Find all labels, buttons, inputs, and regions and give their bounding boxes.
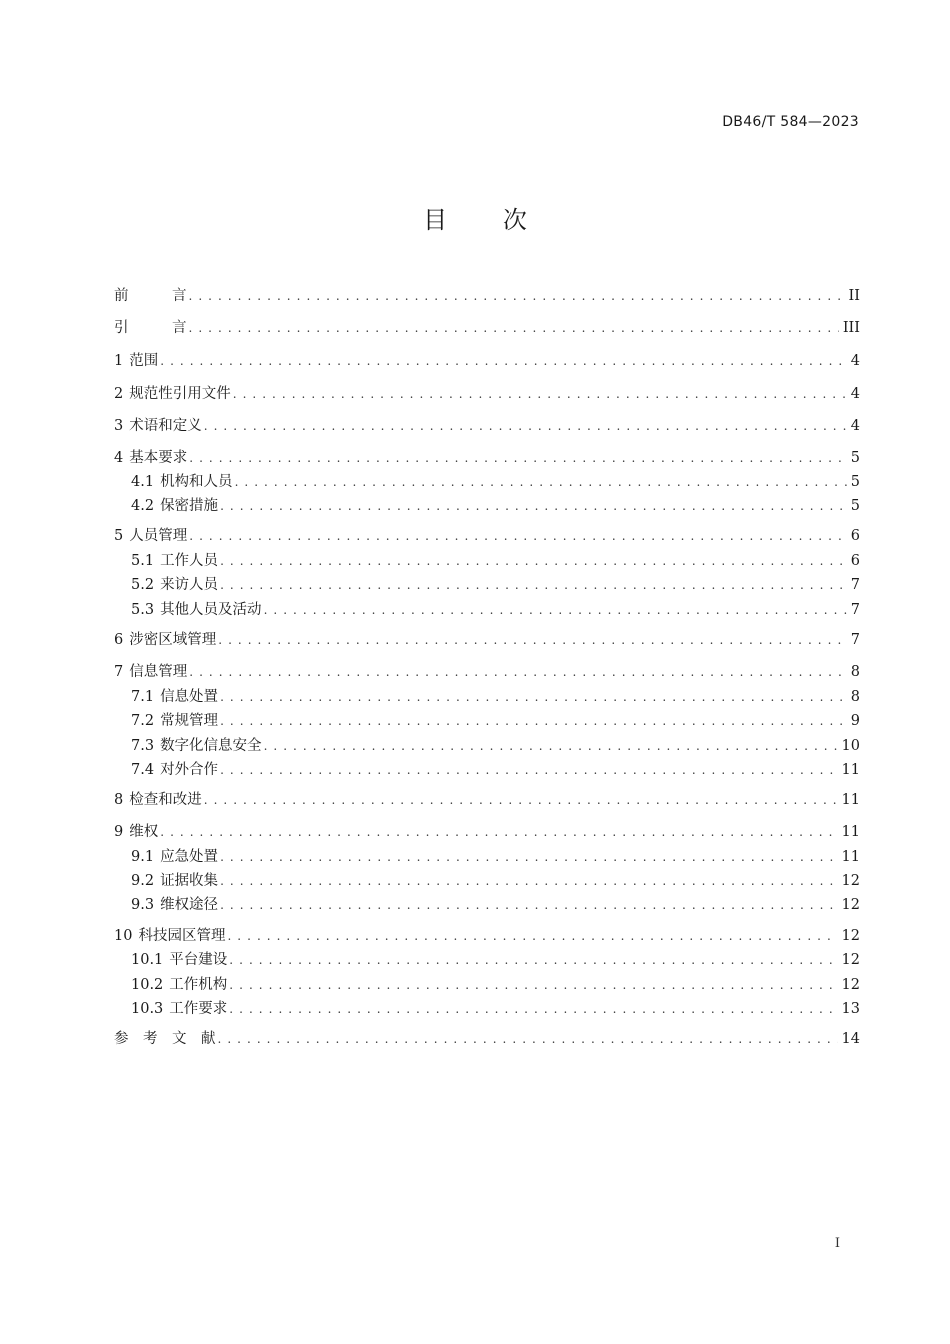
toc-leader-dots xyxy=(218,630,847,650)
toc-entry[interactable] xyxy=(131,711,860,731)
toc-leader-dots xyxy=(204,416,847,436)
toc-entry-number: 5 xyxy=(114,528,124,544)
toc-entry-page: 7 xyxy=(850,632,860,648)
toc-entry-label xyxy=(114,630,218,650)
toc-entry-title: 人员管理 xyxy=(129,528,188,544)
toc-entry-page: 4 xyxy=(850,353,860,369)
toc-entry-page: 11 xyxy=(841,762,860,778)
toc-entry-title: 引 言 xyxy=(114,320,187,336)
toc-entry-page: 6 xyxy=(850,553,860,569)
toc-entry-page: 5 xyxy=(850,450,860,466)
title-char-1: 目 xyxy=(423,206,448,234)
toc-leader-dots xyxy=(220,575,847,595)
toc-entry-page: 12 xyxy=(841,928,860,944)
toc-entry-title: 其他人员及活动 xyxy=(160,602,262,618)
toc-entry-number: 3 xyxy=(114,418,124,434)
toc-entry-label xyxy=(131,760,220,780)
toc-entry[interactable] xyxy=(131,760,860,780)
toc-entry-page: 14 xyxy=(841,1031,860,1047)
toc-entry-number: 10.1 xyxy=(131,952,164,968)
toc-entry-label xyxy=(131,895,220,915)
toc-entry-page: 4 xyxy=(850,386,860,402)
toc-entry-title: 规范性引用文件 xyxy=(129,386,231,402)
toc-entry-title: 来访人员 xyxy=(160,577,219,593)
toc-entry-label xyxy=(114,790,204,810)
toc-entry[interactable] xyxy=(114,630,860,650)
toc-leader-dots xyxy=(220,847,837,867)
toc-entry-title: 机构和人员 xyxy=(160,474,233,490)
toc-entry[interactable] xyxy=(131,999,860,1019)
toc-leader-dots xyxy=(235,472,847,492)
toc-entry-number: 10.3 xyxy=(131,1001,164,1017)
footer-page-number: I xyxy=(834,1236,840,1251)
toc-entry-number: 8 xyxy=(114,792,124,808)
toc-entry-label xyxy=(131,687,220,707)
toc-entry-label xyxy=(114,318,189,338)
toc-entry-title: 工作人员 xyxy=(160,553,219,569)
toc-entry[interactable] xyxy=(114,351,860,371)
toc-entry-label xyxy=(131,871,220,891)
toc-entry-label xyxy=(131,600,264,620)
toc-entry-page: 4 xyxy=(850,418,860,434)
toc-entry-page: 7 xyxy=(850,577,860,593)
toc-leader-dots xyxy=(220,496,847,516)
toc-entry-page: 11 xyxy=(841,824,860,840)
toc-leader-dots xyxy=(220,871,837,891)
toc-entry-number: 7.3 xyxy=(131,738,155,754)
toc-leader-dots xyxy=(229,950,837,970)
toc-entry[interactable] xyxy=(131,975,860,995)
toc-entry-page: 5 xyxy=(850,474,860,490)
toc-entry-page: 8 xyxy=(850,664,860,680)
toc-entry-label xyxy=(131,847,220,867)
toc-entry-number: 4 xyxy=(114,450,124,466)
toc-entry-title: 涉密区域管理 xyxy=(129,632,217,648)
toc-entry[interactable] xyxy=(131,496,860,516)
toc-entry-label xyxy=(131,496,220,516)
toc-leader-dots xyxy=(189,286,845,306)
toc-entry-title: 保密措施 xyxy=(160,498,219,514)
page-title xyxy=(0,200,950,235)
toc-entry[interactable] xyxy=(131,687,860,707)
toc-entry-page: 13 xyxy=(841,1001,860,1017)
toc-entry-label xyxy=(131,999,229,1019)
toc-entry-number: 4.1 xyxy=(131,474,155,490)
toc-leader-dots xyxy=(264,736,838,756)
toc-entry-title: 应急处置 xyxy=(160,849,219,865)
toc-entry[interactable] xyxy=(131,950,860,970)
toc-entry-title: 范围 xyxy=(129,353,159,369)
toc-entry-number: 2 xyxy=(114,386,124,402)
toc-entry-page: 12 xyxy=(841,977,860,993)
toc-entry[interactable] xyxy=(114,926,860,946)
toc-leader-dots xyxy=(160,822,837,842)
toc-entry-number: 6 xyxy=(114,632,124,648)
toc-leader-dots xyxy=(189,318,839,338)
toc-entry-title: 基本要求 xyxy=(129,450,188,466)
toc-entry[interactable] xyxy=(131,472,860,492)
toc-entry[interactable] xyxy=(131,551,860,571)
toc-leader-dots xyxy=(220,760,837,780)
toc-entry-page: 12 xyxy=(841,952,860,968)
toc-entry-number: 7.4 xyxy=(131,762,155,778)
toc-leader-dots xyxy=(220,687,847,707)
toc-entry-label xyxy=(114,351,160,371)
toc-entry-page: 12 xyxy=(841,873,860,889)
toc-entry[interactable] xyxy=(131,895,860,915)
toc-entry-label xyxy=(131,950,229,970)
toc-entry-label xyxy=(114,662,189,682)
toc-entry-title: 证据收集 xyxy=(160,873,219,889)
toc-entry-title: 维权 xyxy=(129,824,159,840)
toc-leader-dots xyxy=(218,1029,838,1049)
toc-entry-page: 11 xyxy=(841,792,860,808)
toc-entry-page: II xyxy=(848,288,860,304)
toc-leader-dots xyxy=(204,790,838,810)
toc-entry[interactable] xyxy=(114,416,860,436)
toc-leader-dots xyxy=(229,999,837,1019)
toc-entry-label xyxy=(114,526,189,546)
toc-entry-label xyxy=(131,472,235,492)
toc-entry-number: 7 xyxy=(114,664,124,680)
toc-entry-number: 5.3 xyxy=(131,602,155,618)
toc-entry-number: 7.1 xyxy=(131,689,155,705)
toc-entry[interactable] xyxy=(114,790,860,810)
toc-leader-dots xyxy=(220,711,847,731)
toc-entry[interactable] xyxy=(131,575,860,595)
toc-entry-number: 10 xyxy=(114,928,133,944)
toc-entry-page: 7 xyxy=(850,602,860,618)
toc-entry[interactable] xyxy=(114,448,860,468)
toc-entry-title: 维权途径 xyxy=(160,897,219,913)
toc-entry-label xyxy=(131,736,264,756)
toc-entry[interactable] xyxy=(114,318,860,338)
toc-entry-label xyxy=(114,1029,218,1049)
toc-leader-dots xyxy=(189,448,847,468)
toc-leader-dots xyxy=(220,551,847,571)
toc-leader-dots xyxy=(160,351,847,371)
toc-leader-dots xyxy=(229,975,837,995)
toc-entry[interactable] xyxy=(114,662,860,682)
toc-entry-title: 参 考 文 献 xyxy=(114,1031,216,1047)
toc-entry-title: 检查和改进 xyxy=(129,792,202,808)
toc-entry-number: 9.3 xyxy=(131,897,155,913)
toc-entry-title: 科技园区管理 xyxy=(138,928,226,944)
toc-entry-label xyxy=(114,416,204,436)
toc-entry-number: 7.2 xyxy=(131,713,155,729)
toc-entry-title: 常规管理 xyxy=(160,713,219,729)
toc-entry-number: 9 xyxy=(114,824,124,840)
toc-leader-dots xyxy=(220,895,837,915)
toc-entry[interactable] xyxy=(131,871,860,891)
toc-entry-page: III xyxy=(842,320,860,336)
toc-entry-page: 11 xyxy=(841,849,860,865)
toc-entry-page: 9 xyxy=(850,713,860,729)
toc-entry-number: 9.2 xyxy=(131,873,155,889)
toc-entry-label xyxy=(131,975,229,995)
toc-entry-label xyxy=(131,711,220,731)
toc-entry[interactable] xyxy=(114,526,860,546)
toc-leader-dots xyxy=(227,926,837,946)
toc-leader-dots xyxy=(189,526,847,546)
title-char-2: 次 xyxy=(502,206,527,234)
toc-entry-label xyxy=(131,575,220,595)
toc-leader-dots xyxy=(264,600,847,620)
toc-entry-title: 前 言 xyxy=(114,288,187,304)
toc-entry-label xyxy=(114,926,227,946)
toc-entry-label xyxy=(114,822,160,842)
toc-entry-page: 6 xyxy=(850,528,860,544)
toc-entry-page: 5 xyxy=(850,498,860,514)
toc-entry-title: 对外合作 xyxy=(160,762,219,778)
toc-entry[interactable] xyxy=(131,600,860,620)
toc-entry-number: 1 xyxy=(114,353,124,369)
toc-entry-number: 5.1 xyxy=(131,553,155,569)
toc-entry[interactable] xyxy=(114,1029,860,1049)
toc-entry-number: 10.2 xyxy=(131,977,164,993)
toc-entry-title: 工作要求 xyxy=(169,1001,228,1017)
toc-leader-dots xyxy=(189,662,847,682)
toc-entry-title: 术语和定义 xyxy=(129,418,202,434)
toc-entry[interactable] xyxy=(114,822,860,842)
toc-entry-title: 信息处置 xyxy=(160,689,219,705)
toc-entry-number: 5.2 xyxy=(131,577,155,593)
toc-entry-page: 12 xyxy=(841,897,860,913)
toc-entry-title: 工作机构 xyxy=(169,977,228,993)
toc-leader-dots xyxy=(233,384,847,404)
toc-entry-title: 信息管理 xyxy=(129,664,188,680)
toc-entry-label xyxy=(114,384,233,404)
toc-entry-title: 数字化信息安全 xyxy=(160,738,262,754)
toc-entry-label xyxy=(114,286,189,306)
toc-entry[interactable] xyxy=(114,384,860,404)
toc-entry-label xyxy=(114,448,189,468)
toc-entry[interactable] xyxy=(131,847,860,867)
toc-entry-number: 9.1 xyxy=(131,849,155,865)
toc-entry[interactable] xyxy=(114,286,860,306)
toc-entry-page: 10 xyxy=(841,738,860,754)
toc-entry[interactable] xyxy=(131,736,860,756)
toc-entry-number: 4.2 xyxy=(131,498,155,514)
document-code: DB46/T 584—2023 xyxy=(722,114,859,130)
toc-entry-page: 8 xyxy=(850,689,860,705)
toc-entry-label xyxy=(131,551,220,571)
toc-entry-title: 平台建设 xyxy=(169,952,228,968)
